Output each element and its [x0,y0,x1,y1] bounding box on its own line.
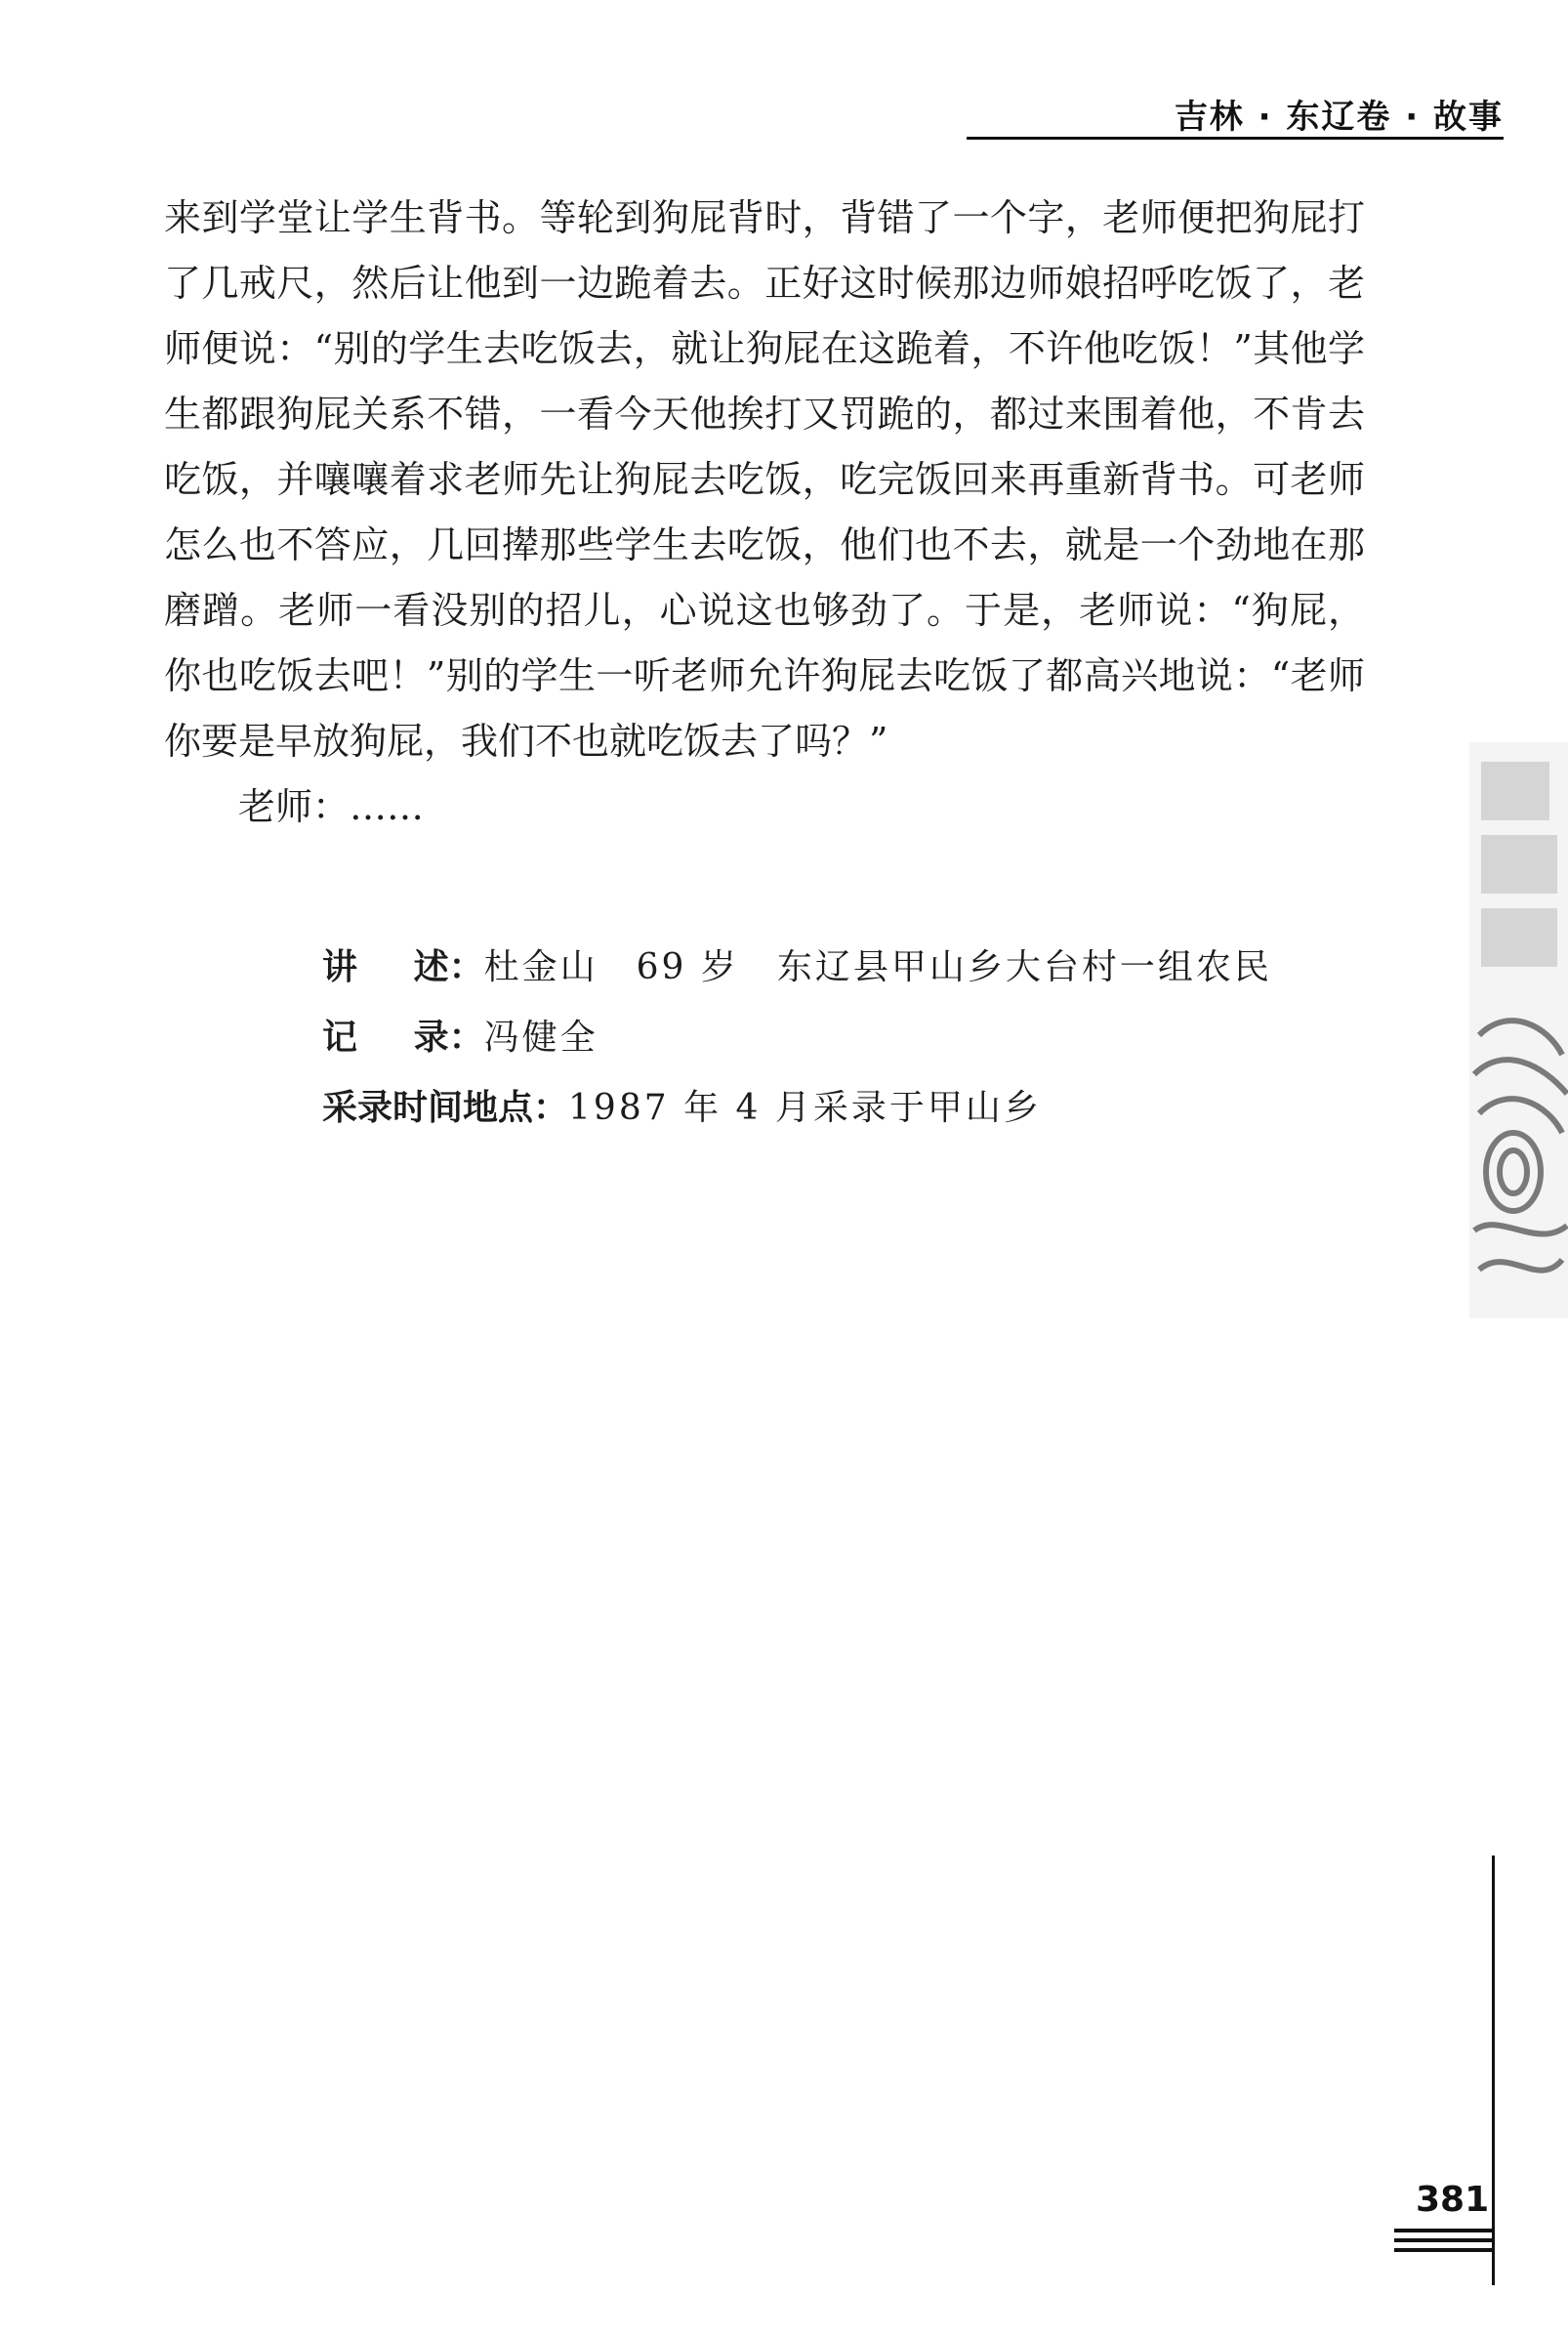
page-number-rule [1394,2248,1492,2252]
side-band-graphic [1469,742,1568,1318]
running-header: 吉林 · 东辽卷 · 故事 [1174,98,1504,137]
page-number-rule [1394,2229,1492,2232]
header-rule [967,137,1504,140]
time-place-value: 1987 年 4 月采录于甲山乡 [568,1088,1042,1128]
page-number: 381 [1416,2180,1490,2220]
margin-rule [1492,1856,1495,2285]
narrator-value: 杜金山 69 岁 东辽县甲山乡大台村一组农民 [483,947,1272,987]
side-band-glyph-blocks [1481,762,1557,967]
story-body [164,186,1365,840]
story-paragraph: 来到学堂让学生背书。等轮到狗屁背时，背错了一个字，老师便把狗屁打了几戒尺，然后让他到一边跪着去。正好这时候那边师娘招呼吃饭了，老师便说：“别的学生去吃饭去，就让狗屁在这跪着，不许他吃饭！”其他学生都跟狗屁关系不错，一看今天他挨打又罚跪的，都过来围着他，不肯去吃饭，并嚷嚷着求老师先让狗屁去吃饭，吃完饭回来再重新背书。可老师怎么也不答应，几回撵那些学生去吃饭，他们也不去，就是一个劲地在那磨蹭。老师一看没别的招儿，心说这也够劲了。于是，老师说：“狗屁，你也吃饭去吧！”别的学生一听老师允许狗屁去吃饭了都高兴地说：“老师你要是早放狗屁，我们不也就吃饭去了吗？” [164,196,1365,763]
narrator-label: 讲述： [322,947,484,987]
story-ending: 老师：…… [238,785,425,828]
time-place-label: 采录时间地点： [322,1088,569,1128]
time-place-row [322,1073,1377,1144]
side-decorative-band [1469,742,1568,1318]
recorder-label: 记录： [322,1018,484,1058]
page-number-rule [1394,2238,1492,2242]
credits-block [322,933,1377,1144]
narrator-row [322,933,1377,1003]
recorder-row [322,1003,1377,1073]
recorder-value: 冯健全 [483,1018,598,1058]
